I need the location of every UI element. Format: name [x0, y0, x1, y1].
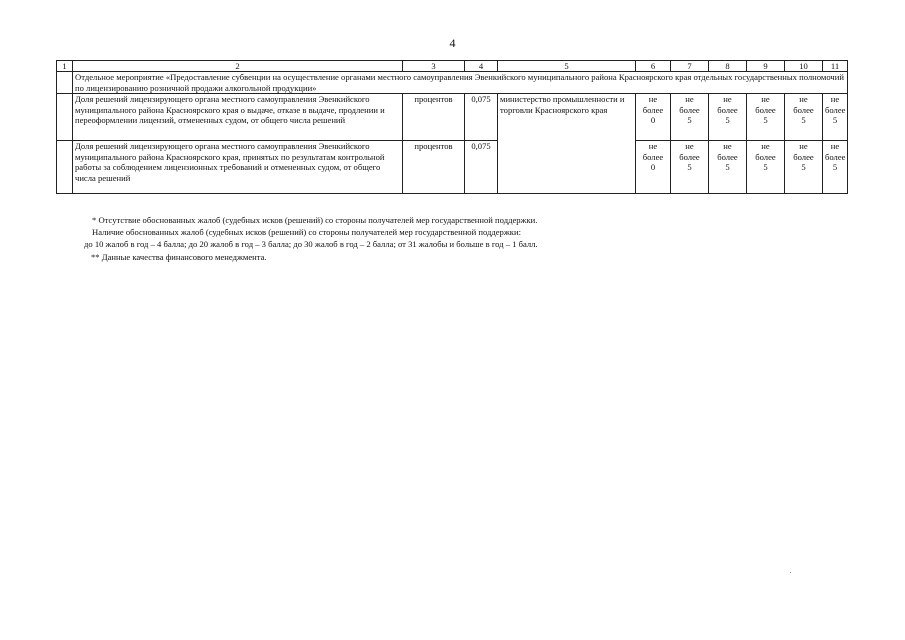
- footnote: ** Данные качества финансового менеджмента.: [91, 251, 267, 262]
- header-cell: 2: [73, 61, 403, 72]
- indicator-table: [56, 60, 848, 194]
- value-line: не: [761, 141, 770, 152]
- table-row: [57, 94, 848, 141]
- target-value: [823, 94, 848, 141]
- value-line: более: [642, 151, 664, 162]
- value-line: не: [685, 94, 694, 105]
- target-value: [709, 141, 747, 194]
- value-line: не: [799, 141, 808, 152]
- value-line: более: [793, 104, 814, 115]
- value-line: не: [723, 141, 732, 152]
- header-cell: 9: [747, 61, 785, 72]
- value-line: 5: [725, 115, 730, 126]
- value-line: 5: [763, 115, 768, 126]
- value-line: 0: [650, 115, 656, 126]
- value-line: 5: [832, 115, 838, 126]
- target-value: [709, 94, 747, 141]
- footnotes: [84, 214, 832, 263]
- value-line: 5: [801, 162, 806, 173]
- activity-title-row: [57, 72, 848, 94]
- scan-speck: [790, 572, 791, 573]
- indicator-unit: процентов: [403, 141, 465, 194]
- table-row: [57, 141, 848, 194]
- target-value: [636, 94, 671, 141]
- target-value: [785, 94, 823, 141]
- value-line: не: [723, 94, 732, 105]
- page-number: 4: [449, 36, 456, 50]
- value-line: 5: [687, 162, 692, 173]
- indicator-description: Доля решений лицензирующего органа местного самоуправления Эвенкийского муниципального района Красноярского края о выдаче, отказе в выдаче, продлении и переоформлении лицензий, отмененных судом, от общего числа решений: [73, 94, 403, 141]
- value-line: не: [648, 141, 658, 152]
- indicator-weight: 0,075: [465, 141, 498, 194]
- value-line: 5: [725, 162, 730, 173]
- row-number-cell: [57, 141, 73, 194]
- header-cell: 5: [498, 61, 636, 72]
- header-cell: 11: [823, 61, 848, 72]
- target-value: [823, 141, 848, 194]
- value-line: более: [717, 104, 738, 115]
- header-cell: 10: [785, 61, 823, 72]
- responsible-authority: министерство промышленности и торговли Красноярского края: [498, 94, 636, 194]
- value-line: не: [830, 94, 840, 105]
- value-line: более: [793, 151, 814, 162]
- value-line: не: [648, 94, 658, 105]
- header-cell: 3: [403, 61, 465, 72]
- header-cell: 1: [57, 61, 73, 72]
- header-cell: 7: [671, 61, 709, 72]
- value-line: 5: [801, 115, 806, 126]
- value-line: более: [717, 151, 738, 162]
- value-line: 0: [650, 162, 656, 173]
- value-line: 5: [832, 162, 838, 173]
- target-value: [636, 141, 671, 194]
- value-line: не: [830, 141, 840, 152]
- header-cell: 8: [709, 61, 747, 72]
- value-line: более: [679, 104, 700, 115]
- value-line: 5: [687, 115, 692, 126]
- row-number-cell: [57, 72, 73, 94]
- value-line: не: [799, 94, 808, 105]
- value-line: более: [825, 104, 846, 115]
- activity-title: Отдельное мероприятие «Предоставление субвенции на осуществление органами местного самоуправления Эвенкийского муниципального района Красноярского края отдельных государственных полномочий по лицензированию розничной продажи алкогольной продукции»: [73, 72, 848, 94]
- footnote: до 10 жалоб в год – 4 балла; до 20 жалоб в год – 3 балла; до 30 жалоб в год – 2 балла; от 31 жалобы и больше в год – 1 балл.: [84, 239, 538, 250]
- header-cell: 4: [465, 61, 498, 72]
- target-value: [785, 141, 823, 194]
- value-line: более: [642, 104, 664, 115]
- target-value: [671, 141, 709, 194]
- table-header-row: [57, 61, 848, 72]
- value-line: более: [755, 151, 776, 162]
- value-line: не: [685, 141, 694, 152]
- footnote: Наличие обоснованных жалоб (судебных исков (решений) со стороны получателей мер государственной поддержки:: [92, 227, 521, 238]
- target-value: [671, 94, 709, 141]
- value-line: более: [755, 104, 776, 115]
- target-value: [747, 94, 785, 141]
- target-value: [747, 141, 785, 194]
- row-number-cell: [57, 94, 73, 141]
- indicator-description: Доля решений лицензирующего органа местного самоуправления Эвенкийского муниципального района Красноярского края, принятых по результатам контрольной работы за соблюдением лицензионных требований и отмененных судом, от общего числа решений: [73, 141, 403, 194]
- value-line: не: [761, 94, 770, 105]
- indicator-weight: 0,075: [465, 94, 498, 141]
- indicator-unit: процентов: [403, 94, 465, 141]
- footnote: * Отсутствие обоснованных жалоб (судебных исков (решений) со стороны получателей мер государственной поддержки.: [92, 215, 538, 225]
- header-cell: 6: [636, 61, 671, 72]
- value-line: более: [679, 151, 700, 162]
- value-line: 5: [763, 162, 768, 173]
- value-line: более: [825, 151, 846, 162]
